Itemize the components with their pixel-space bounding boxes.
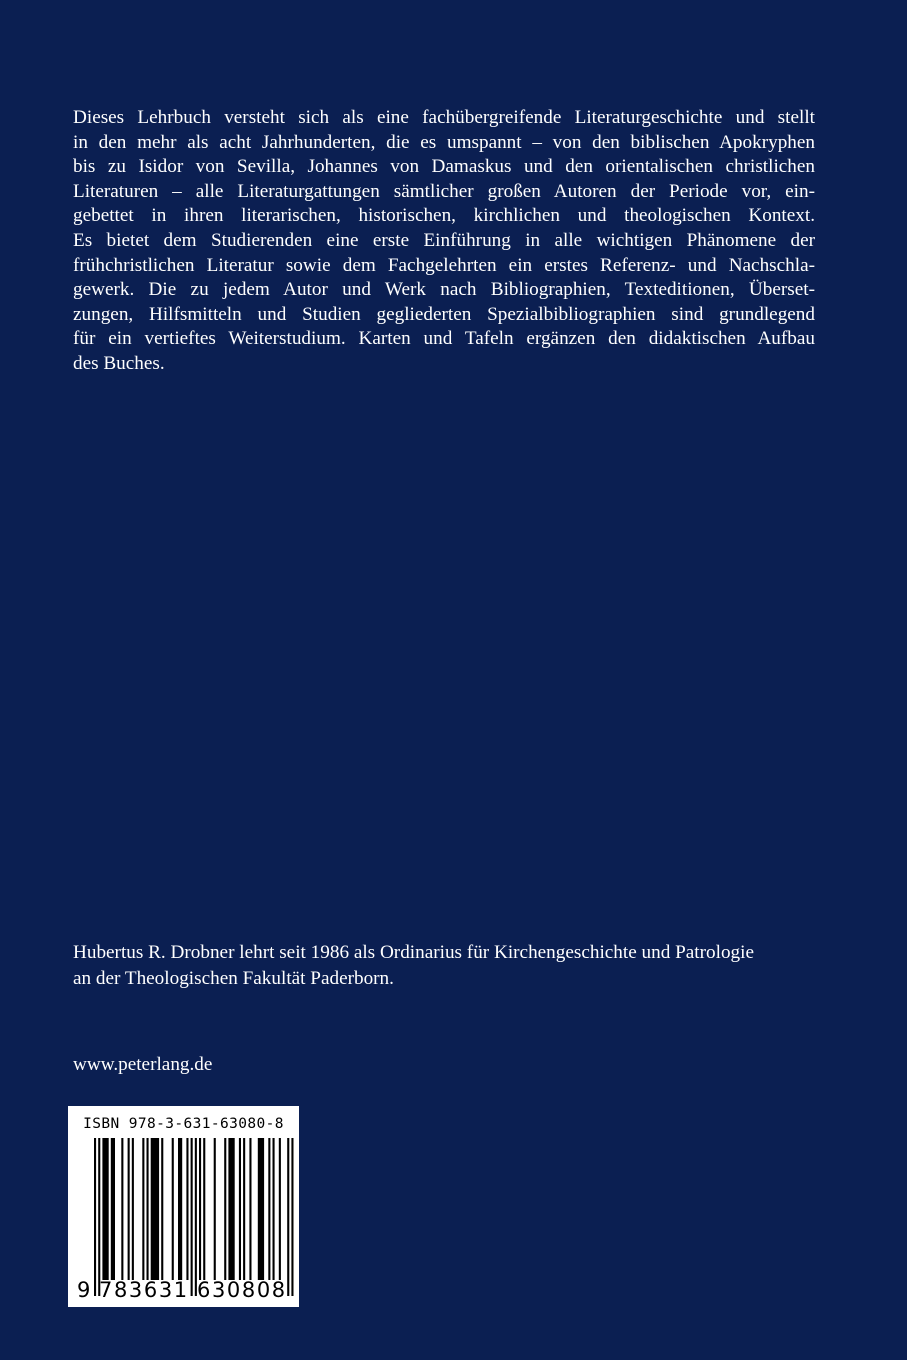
barcode-bar [195,1138,197,1296]
barcode-bar [268,1138,270,1280]
author-note-line: Hubertus R. Drobner lehrt seit 1986 als Ordinarius für Kirchengeschichte und Patrologie [73,942,754,963]
barcode-bar [214,1138,216,1280]
barcode-bar [249,1138,251,1280]
barcode-bar [291,1138,293,1296]
barcode-bar [243,1138,245,1280]
isbn-barcode [68,1106,299,1307]
blurb-line: Es bietet dem Studierenden eine erste Einführung in alle wichtigen Phänomene der [73,229,815,251]
author-note-line: an der Theologischen Fakultät Paderborn. [73,967,394,989]
barcode-bar [203,1138,205,1280]
barcode-bar [94,1138,96,1296]
barcode-bar [147,1138,149,1280]
barcode-bar [172,1138,174,1280]
barcode-bar [128,1138,130,1280]
barcode-bar [186,1138,188,1280]
barcode-bar [199,1138,201,1280]
blurb-text [73,106,815,377]
barcode-bar [142,1138,144,1280]
barcode-bar [102,1138,108,1280]
blurb-line: zungen, Hilfsmitteln und Studien gegliederten Spezialbibliographien sind grundlegend [73,303,815,325]
barcode-bar [191,1138,193,1296]
barcode-bar [258,1138,264,1280]
isbn-label: ISBN 978-3-631-63080-8 [83,1116,284,1132]
blurb-line: bis zu Isidor von Sevilla, Johannes von Damaskus und den orientalischen christlichen [73,156,815,178]
blurb-line: in den mehr als acht Jahrhunderten, die es umspannt – von den biblischen Apokryphen [73,131,815,153]
barcode-bar [228,1138,234,1280]
barcode-bar [161,1138,163,1280]
barcode-bar [151,1138,159,1280]
barcode-right-digits: 630808 [197,1278,287,1302]
blurb-line: Literaturen – alle Literaturgattungen sämtlicher großen Autoren der Periode vor, ein- [73,180,815,202]
blurb-line: des Buches. [73,352,165,374]
barcode-bar [98,1138,100,1296]
barcode-left-digits: 783631 [99,1278,189,1302]
publisher-url: www.peterlang.de [73,1054,213,1075]
blurb-line: gebettet in ihren literarischen, historischen, kirchlichen und theologischen Kontext. [73,205,815,227]
barcode-bars [68,1106,299,1307]
blurb-line: Dieses Lehrbuch versteht sich als eine fachübergreifende Literaturgeschichte und stellt [73,107,815,128]
barcode-bar [273,1138,275,1280]
blurb-line: für ein vertieftes Weiterstudium. Karten und Tafeln ergänzen den didaktischen Aufbau [73,328,815,350]
barcode-bar [111,1138,115,1280]
barcode-bar [132,1138,134,1280]
barcode-bar [287,1138,289,1296]
author-note [73,940,815,991]
barcode-bar [121,1138,123,1280]
barcode-bar [279,1138,281,1280]
barcode-bar [239,1138,241,1280]
blurb-line: gewerk. Die zu jedem Autor und Werk nach Bibliographien, Texteditionen, Überset- [73,279,815,301]
blurb-line: frühchristlichen Literatur sowie dem Fachgelehrten ein erstes Referenz- und Nachschla- [73,254,815,276]
barcode-first-digit: 9 [77,1278,91,1302]
barcode-bar [178,1138,182,1280]
barcode-bar [224,1138,226,1280]
